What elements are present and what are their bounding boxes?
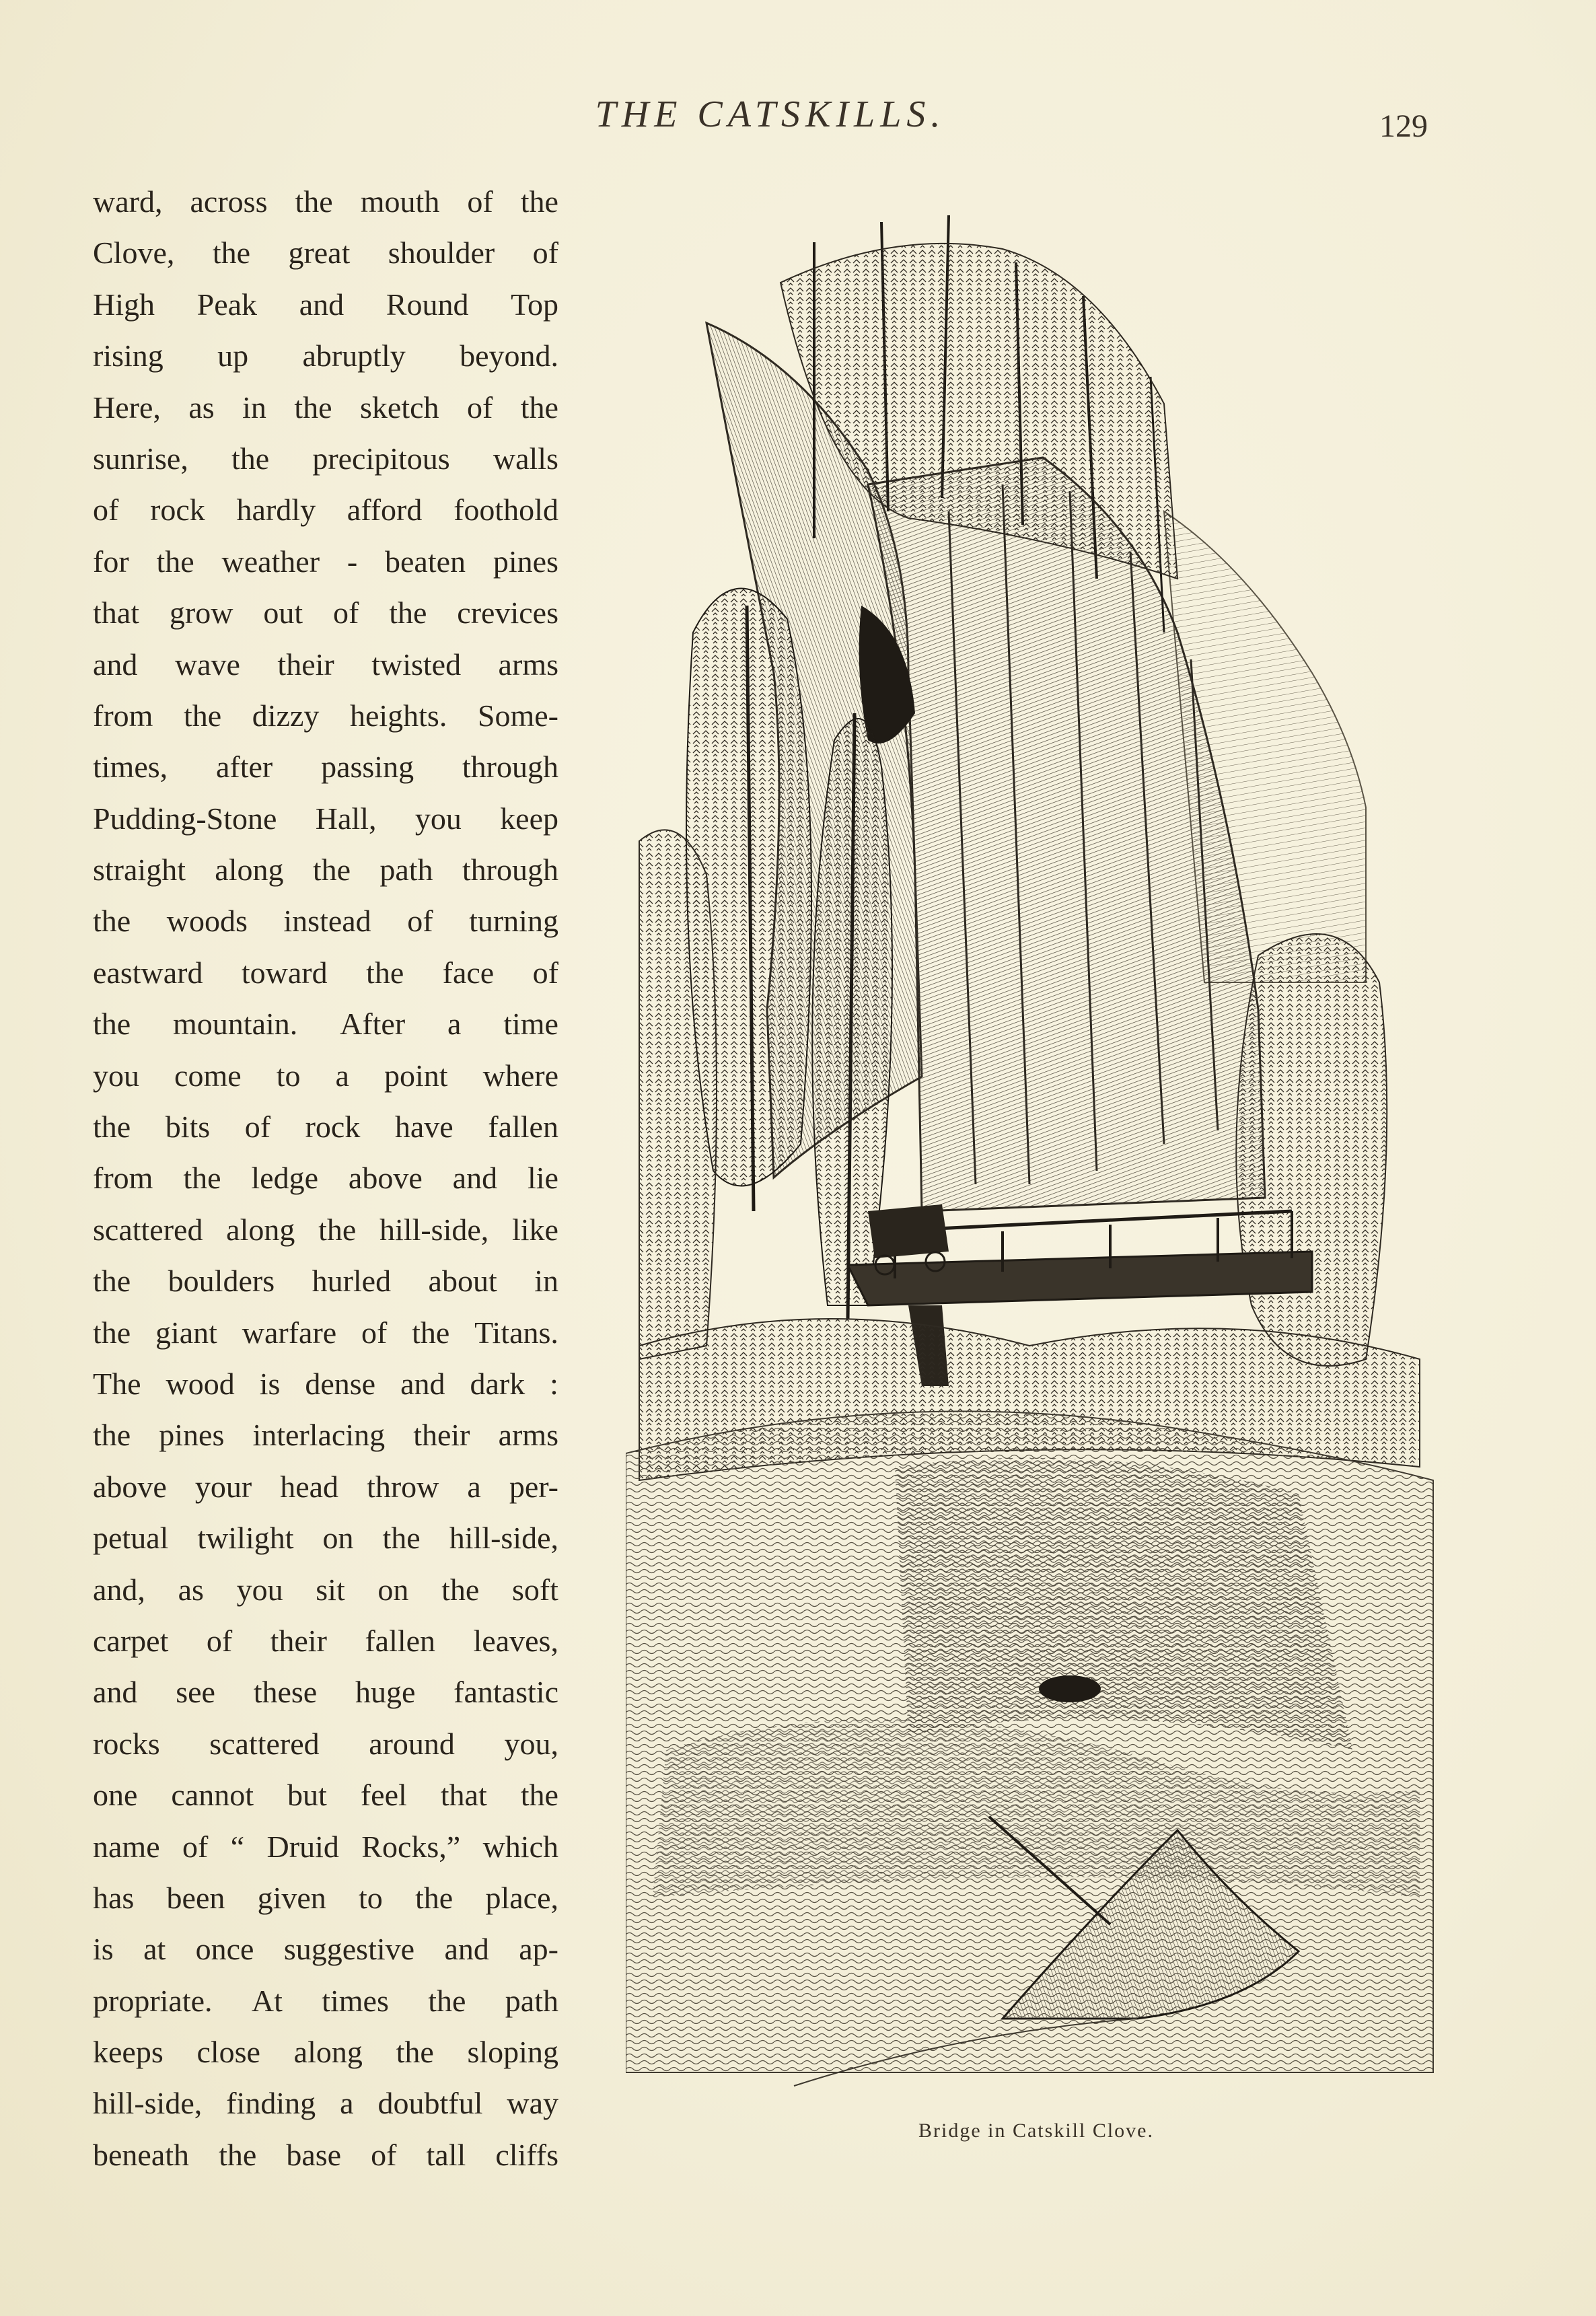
- body-word: you,: [504, 1726, 558, 1761]
- body-word: way: [507, 2086, 558, 2121]
- body-word: scattered: [93, 1212, 203, 1247]
- body-word: Round: [386, 287, 469, 322]
- body-word: “: [230, 1829, 245, 1864]
- body-word: the: [520, 1778, 558, 1813]
- body-text-line: [93, 1101, 558, 1153]
- body-word: for: [93, 544, 129, 579]
- body-text-line: [93, 1307, 558, 1359]
- body-word: Rocks,”: [361, 1829, 461, 1864]
- body-text-line: [93, 587, 558, 639]
- body-word: a: [340, 2086, 354, 2121]
- body-word: beaten: [385, 544, 466, 579]
- body-word: Top: [511, 287, 558, 322]
- body-word: The: [93, 1366, 141, 1401]
- body-word: arms: [498, 1418, 558, 1453]
- body-word: of: [371, 2137, 397, 2172]
- body-word: path: [505, 1983, 558, 2018]
- body-word: of: [466, 390, 493, 425]
- body-word: lie: [527, 1161, 558, 1196]
- body-word: the: [294, 390, 332, 425]
- body-word: about: [428, 1264, 497, 1299]
- body-word: on: [377, 1572, 409, 1607]
- body-word: warfare: [242, 1315, 337, 1350]
- body-word: interlacing: [252, 1418, 386, 1453]
- body-word: one: [93, 1778, 138, 1813]
- body-word: soft: [511, 1572, 558, 1607]
- body-word: the: [93, 1007, 131, 1042]
- body-word: you: [236, 1572, 283, 1607]
- body-word: finding: [226, 2086, 316, 2121]
- body-word: bits: [165, 1110, 211, 1145]
- body-word: the: [93, 1315, 131, 1350]
- body-word: has: [93, 1880, 135, 1915]
- body-word: the: [93, 1418, 131, 1453]
- body-text-line: [93, 1718, 558, 1770]
- body-word: from: [93, 698, 153, 733]
- body-word: the: [93, 904, 131, 939]
- body-word: these: [253, 1675, 318, 1710]
- body-word: Pudding-Stone: [93, 801, 277, 836]
- body-word: :: [550, 1366, 558, 1401]
- body-word: their: [277, 647, 334, 682]
- body-word: hill-side,: [379, 1212, 489, 1247]
- body-word: doubtful: [377, 2086, 483, 2121]
- body-word: leaves,: [473, 1623, 558, 1658]
- body-word: and: [400, 1366, 445, 1401]
- engraving-bridge-in-catskill-clove: [626, 202, 1440, 2126]
- body-word: at: [143, 1932, 166, 1967]
- body-word: beyond.: [460, 338, 558, 373]
- body-word: -: [347, 544, 358, 579]
- body-word: as: [178, 1572, 204, 1607]
- body-text-line: [93, 279, 558, 330]
- body-word: abruptly: [302, 338, 406, 373]
- body-text-line: [93, 1410, 558, 1461]
- body-word: of: [532, 236, 558, 270]
- body-text-line: [93, 1667, 558, 1718]
- body-word: been: [166, 1880, 225, 1915]
- body-word: walls: [493, 441, 558, 476]
- body-word: out: [263, 595, 303, 630]
- body-word: above: [348, 1161, 423, 1196]
- body-word: face: [442, 955, 495, 990]
- body-word: to: [359, 1880, 383, 1915]
- body-word: rising: [93, 338, 164, 373]
- body-word: is: [93, 1932, 114, 1967]
- body-word: the: [156, 544, 194, 579]
- body-word: passing: [321, 750, 414, 785]
- body-text-line: [93, 1153, 558, 1204]
- body-word: of: [93, 493, 119, 528]
- body-word: like: [512, 1212, 558, 1247]
- body-word: At: [251, 1983, 283, 2018]
- body-word: from: [93, 1161, 153, 1196]
- body-word: rocks: [93, 1726, 160, 1761]
- body-text-line: [93, 639, 558, 690]
- body-word: toward: [241, 955, 328, 990]
- body-word: foothold: [454, 493, 558, 528]
- body-word: the: [382, 1521, 421, 1556]
- body-text-line: [93, 382, 558, 433]
- body-word: where: [482, 1058, 558, 1093]
- body-word: shoulder: [388, 236, 495, 270]
- body-word: wave: [174, 647, 240, 682]
- body-word: in: [534, 1264, 558, 1299]
- body-text-line: [93, 999, 558, 1050]
- body-word: of: [182, 1829, 209, 1864]
- body-word: Hall,: [315, 801, 377, 836]
- body-word: once: [195, 1932, 254, 1967]
- body-word: straight: [93, 853, 186, 888]
- body-word: you: [414, 801, 462, 836]
- body-word: the: [520, 184, 558, 219]
- body-word: eastward: [93, 955, 203, 990]
- body-word: carpet: [93, 1623, 169, 1658]
- body-word: feel: [360, 1778, 407, 1813]
- body-word: fallen: [488, 1110, 558, 1145]
- body-word: the: [212, 236, 251, 270]
- body-word: afford: [347, 493, 423, 528]
- body-word: After: [340, 1007, 406, 1042]
- body-word: wood: [166, 1366, 235, 1401]
- body-word: pines: [159, 1418, 225, 1453]
- body-word: the: [441, 1572, 480, 1607]
- body-word: through: [462, 750, 558, 785]
- body-word: along: [293, 2035, 363, 2070]
- body-word: in: [242, 390, 266, 425]
- body-word: times,: [93, 750, 168, 785]
- body-word: twisted: [371, 647, 462, 682]
- body-word: after: [215, 750, 273, 785]
- body-word: come: [174, 1058, 242, 1093]
- body-word: of: [361, 1315, 388, 1350]
- body-word: on: [322, 1521, 354, 1556]
- body-word: which: [482, 1829, 558, 1864]
- body-word: hill-side,: [93, 2086, 203, 2121]
- body-text-line: [93, 1976, 558, 2027]
- running-head: THE CATSKILLS.: [595, 94, 946, 135]
- body-word: around: [369, 1726, 455, 1761]
- body-word: hardly: [236, 493, 316, 528]
- body-text-line: [93, 1256, 558, 1307]
- body-word: scattered: [209, 1726, 320, 1761]
- body-text-line: [93, 536, 558, 587]
- body-word: throw: [367, 1469, 439, 1504]
- body-word: Titans.: [474, 1315, 558, 1350]
- body-word: the: [318, 1212, 357, 1247]
- body-word: keep: [500, 801, 558, 836]
- body-word: and: [452, 1161, 498, 1196]
- body-word: point: [384, 1058, 448, 1093]
- body-text-line: [93, 1204, 558, 1256]
- body-word: grow: [169, 595, 233, 630]
- body-word: huge: [355, 1675, 416, 1710]
- body-text-line: [93, 1821, 558, 1873]
- body-word: of: [467, 184, 493, 219]
- body-text-line: [93, 227, 558, 279]
- body-word: giant: [155, 1315, 217, 1350]
- body-word: and: [444, 1932, 489, 1967]
- body-word: beneath: [93, 2137, 190, 2172]
- body-word: the: [219, 2137, 257, 2172]
- body-word: crevices: [457, 595, 558, 630]
- body-text-line: [93, 896, 558, 947]
- body-word: dense: [305, 1366, 376, 1401]
- body-word: Peak: [196, 287, 258, 322]
- body-word: Druid: [266, 1829, 339, 1864]
- body-text-line: [93, 1873, 558, 1924]
- body-word: of: [244, 1110, 271, 1145]
- body-word: great: [288, 236, 351, 270]
- body-word: as: [188, 390, 215, 425]
- body-word: a: [335, 1058, 349, 1093]
- body-word: heights.: [349, 698, 447, 733]
- body-text-line: [93, 2027, 558, 2078]
- body-word: arms: [498, 647, 558, 682]
- body-word: that: [440, 1778, 487, 1813]
- body-word: boulders: [168, 1264, 275, 1299]
- body-word: name: [93, 1829, 160, 1864]
- body-text-line: [93, 1513, 558, 1564]
- body-word: ward,: [93, 184, 163, 219]
- body-word: hill-side,: [449, 1521, 558, 1556]
- body-word: and: [93, 1675, 138, 1710]
- body-word: cannot: [171, 1778, 254, 1813]
- body-word: your: [194, 1469, 252, 1504]
- body-word: the: [231, 441, 270, 476]
- body-word: along: [215, 853, 284, 888]
- body-word: close: [196, 2035, 260, 2070]
- body-text-line: [93, 1616, 558, 1667]
- body-word: ap-: [519, 1932, 558, 1967]
- illustration-caption: Bridge in Catskill Clove.: [918, 2120, 1154, 2142]
- body-word: to: [276, 1058, 301, 1093]
- body-word: hurled: [312, 1264, 392, 1299]
- body-word: sit: [316, 1572, 345, 1607]
- body-text-line: [93, 741, 558, 793]
- body-word: sunrise,: [93, 441, 188, 476]
- body-word: cliffs: [495, 2137, 558, 2172]
- body-text-line: [93, 1359, 558, 1410]
- body-word: sloping: [467, 2035, 558, 2070]
- body-word: sketch: [360, 390, 439, 425]
- body-word: the: [520, 390, 558, 425]
- body-word: the: [389, 595, 427, 630]
- body-word: is: [259, 1366, 281, 1401]
- body-word: tall: [426, 2137, 466, 2172]
- body-word: dizzy: [252, 698, 320, 733]
- body-text-line: [93, 844, 558, 896]
- body-word: up: [217, 338, 249, 373]
- body-word: the: [295, 184, 333, 219]
- body-word: place,: [485, 1880, 558, 1915]
- body-word: fallen: [365, 1623, 436, 1658]
- body-word: time: [503, 1007, 558, 1042]
- body-text-line: [93, 2078, 558, 2129]
- body-text-line: [93, 1770, 558, 1821]
- body-word: instead: [283, 904, 371, 939]
- body-word: the: [412, 1315, 450, 1350]
- body-word: Here,: [93, 390, 161, 425]
- body-word: the: [366, 955, 404, 990]
- body-word: precipitous: [312, 441, 450, 476]
- body-word: their: [413, 1418, 470, 1453]
- body-word: of: [407, 904, 433, 939]
- body-word: given: [257, 1880, 326, 1915]
- body-word: the: [93, 1110, 131, 1145]
- body-word: a: [447, 1007, 462, 1042]
- body-text-line: [93, 690, 558, 741]
- body-word: and,: [93, 1572, 145, 1607]
- body-word: the: [312, 853, 351, 888]
- body-word: pines: [493, 544, 558, 579]
- body-word: above: [93, 1469, 167, 1504]
- body-word: the: [396, 2035, 434, 2070]
- body-word: you: [93, 1058, 139, 1093]
- body-word: the: [183, 1161, 221, 1196]
- body-word: through: [462, 853, 558, 888]
- body-word: that: [93, 595, 139, 630]
- body-text-line: [93, 2130, 558, 2181]
- body-word: base: [286, 2137, 342, 2172]
- body-word: the: [415, 1880, 454, 1915]
- body-word: High: [93, 287, 155, 322]
- rushing-water: [626, 1412, 1433, 2073]
- body-word: head: [280, 1469, 339, 1504]
- body-word: Some-: [477, 698, 558, 733]
- body-word: of: [206, 1623, 233, 1658]
- body-word: dark: [470, 1366, 525, 1401]
- body-word: petual: [93, 1521, 169, 1556]
- body-text-line: [93, 176, 558, 227]
- body-word: the: [428, 1983, 466, 2018]
- body-word: see: [176, 1675, 215, 1710]
- body-word: propriate.: [93, 1983, 213, 2018]
- body-text-line: [93, 793, 558, 844]
- body-word: but: [287, 1778, 327, 1813]
- body-word: have: [394, 1110, 454, 1145]
- body-text-line: [93, 1564, 558, 1616]
- body-word: along: [226, 1212, 295, 1247]
- right-leafy-tree: [1236, 934, 1387, 1366]
- body-word: twilight: [197, 1521, 294, 1556]
- body-text-line: [93, 330, 558, 382]
- body-word: times: [322, 1983, 389, 2018]
- body-word: and: [93, 647, 138, 682]
- body-word: across: [190, 184, 268, 219]
- body-text-line: [93, 484, 558, 536]
- body-word: the: [183, 698, 222, 733]
- body-word: their: [270, 1623, 327, 1658]
- body-word: mouth: [360, 184, 440, 219]
- body-word: woods: [166, 904, 248, 939]
- body-text-column: [93, 176, 558, 2181]
- body-word: and: [299, 287, 344, 322]
- body-word: suggestive: [283, 1932, 415, 1967]
- body-word: of: [332, 595, 359, 630]
- body-text-line: [93, 947, 558, 999]
- body-word: per-: [509, 1469, 558, 1504]
- body-word: turning: [469, 904, 558, 939]
- body-word: fantastic: [454, 1675, 558, 1710]
- body-word: weather: [221, 544, 320, 579]
- body-word: the: [93, 1264, 131, 1299]
- body-word: a: [467, 1469, 481, 1504]
- body-text-line: [93, 1050, 558, 1101]
- body-word: of: [532, 955, 558, 990]
- body-word: Clove,: [93, 236, 175, 270]
- body-word: path: [379, 853, 433, 888]
- body-word: keeps: [93, 2035, 164, 2070]
- body-text-line: [93, 1924, 558, 1975]
- body-text-line: [93, 433, 558, 484]
- body-word: mountain.: [173, 1007, 298, 1042]
- body-word: rock: [150, 493, 205, 528]
- body-word: rock: [305, 1110, 361, 1145]
- body-word: ledge: [251, 1161, 319, 1196]
- body-text-line: [93, 1461, 558, 1513]
- page-number: 129: [1379, 108, 1428, 144]
